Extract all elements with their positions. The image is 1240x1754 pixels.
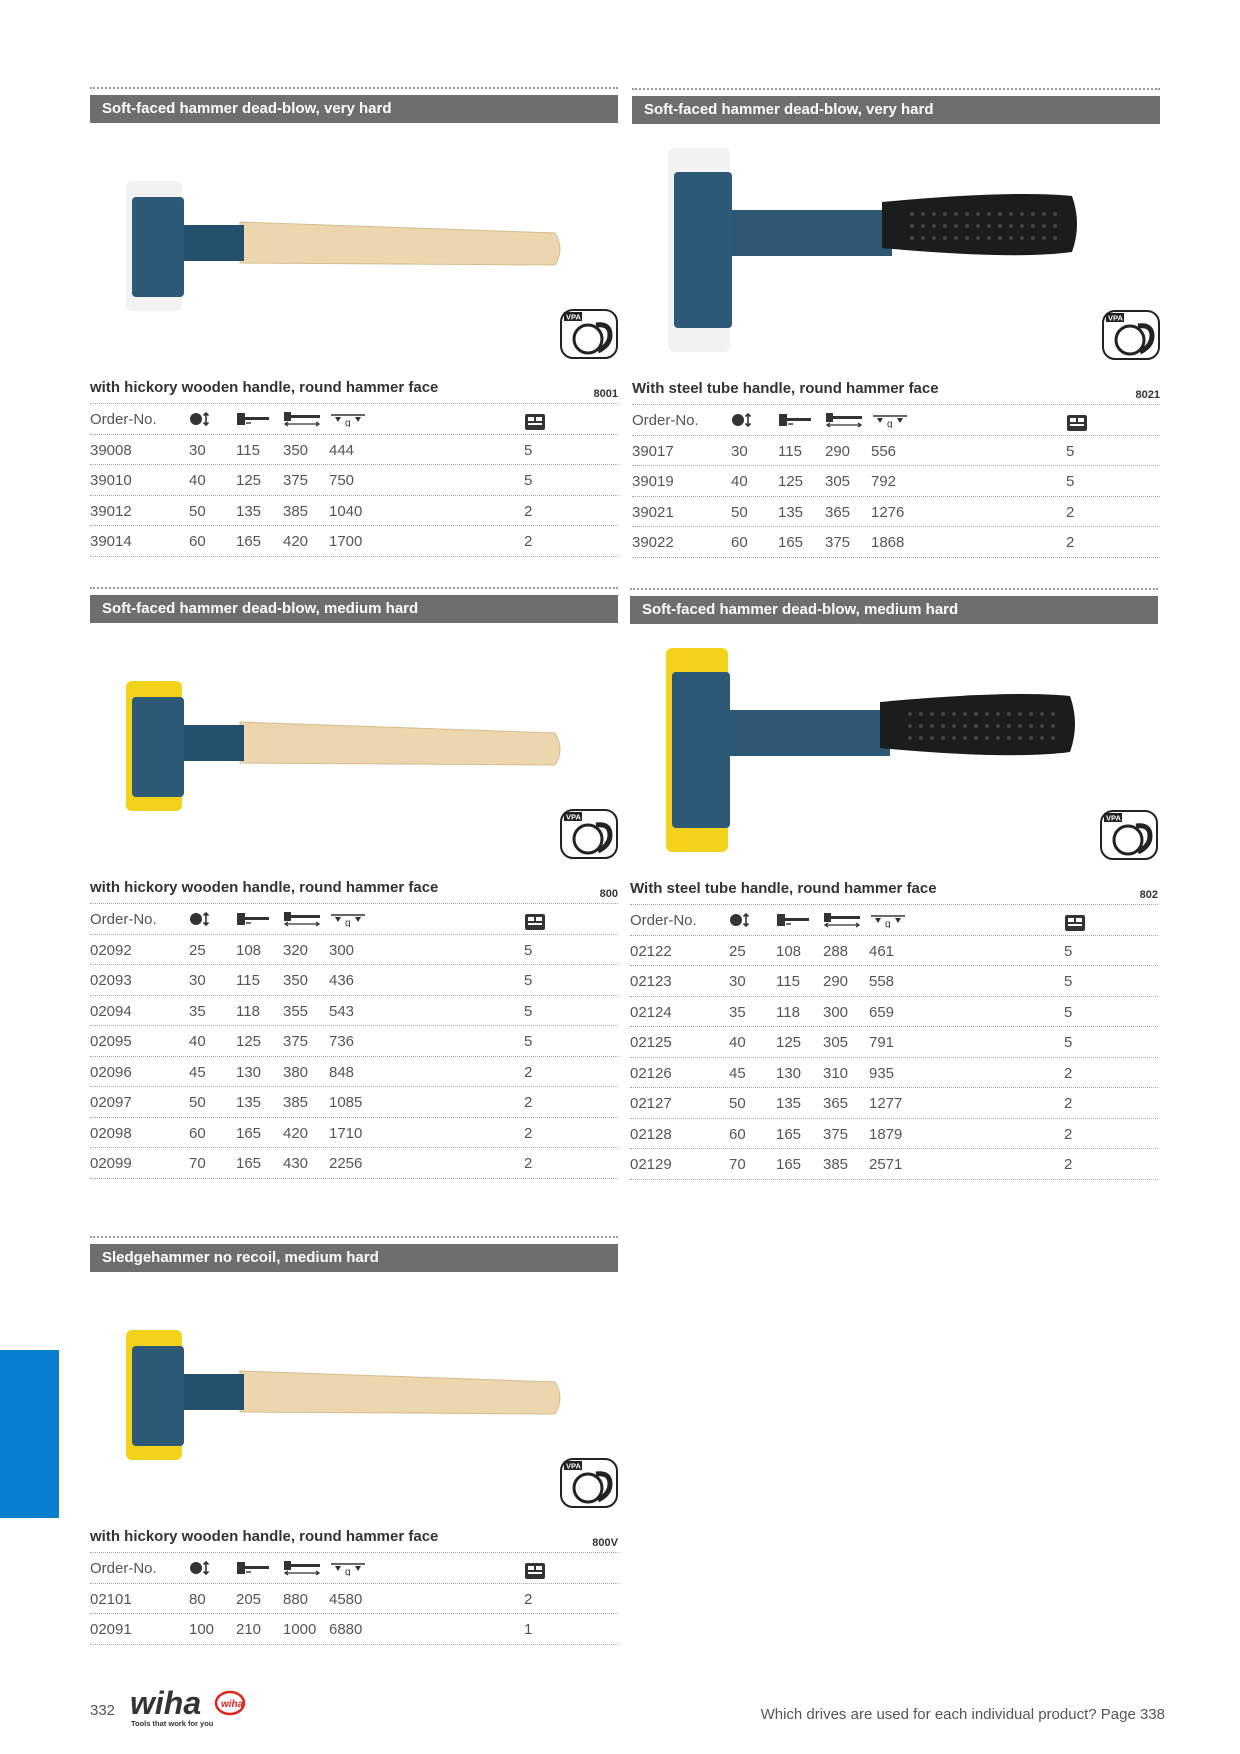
section-title: Soft-faced hammer dead-blow, very hard [90,95,618,123]
table-cell: 70 [729,1156,746,1173]
table-cell: 543 [329,1002,355,1020]
badge-text: VPA [1108,313,1123,323]
table-cell: 39017 [632,442,674,460]
head-length-icon [236,411,270,431]
table-cell: 6880 [329,1621,363,1638]
table-cell: 750 [329,472,355,489]
table-row [90,935,618,966]
table-cell: 02127 [630,1095,672,1112]
product-image [90,1272,618,1522]
table-cell: 5 [1066,473,1075,490]
table-cell: 125 [778,473,804,490]
weight-icon [869,912,907,932]
table-cell: 1000 [283,1621,317,1638]
table-cell: 39014 [90,533,132,550]
table-cell: 40 [189,472,206,489]
chapter-tab [0,1350,59,1518]
table-cell: 444 [329,441,355,459]
total-length-icon [825,412,863,432]
product-section-800v [90,1236,618,1645]
table-cell: 45 [729,1064,746,1082]
table-cell: 02091 [90,1621,132,1638]
table-cell: 39010 [90,472,132,489]
table-cell: 4580 [329,1590,363,1608]
table-cell: 2 [1064,1095,1073,1112]
table-row [630,1149,1158,1180]
table-cell: 118 [776,1003,800,1021]
vpa-gs-safety-badge-icon [1102,310,1160,360]
table-cell: 2 [1064,1064,1073,1082]
product-image [90,123,618,373]
table-row [90,435,618,466]
table-cell: 50 [189,1094,206,1111]
table-cell: 1276 [871,503,905,521]
table-cell: 02098 [90,1124,132,1142]
product-code: 800 [599,888,618,900]
vpa-gs-safety-badge-icon [560,1458,618,1508]
table-row [632,497,1160,528]
table-cell: 5 [524,472,533,489]
badge-text: VPA [566,312,581,322]
table-cell: 736 [329,1033,355,1050]
packaging-box-icon [1064,912,1086,936]
table-cell: 02125 [630,1034,672,1051]
section-title: Sledgehammer no recoil, medium hard [90,1244,618,1272]
badge-text: VPA [1106,813,1121,823]
table-cell: 125 [776,1034,802,1051]
total-length-icon [823,912,861,932]
table-cell: 02092 [90,941,132,959]
table-cell: 305 [825,473,851,490]
table-cell: 30 [189,441,206,459]
table-cell: 210 [236,1621,262,1638]
svg-text:g: g [345,918,351,927]
table-cell: 300 [823,1003,849,1021]
table-header [90,403,618,435]
table-cell: 1700 [329,533,363,550]
order-no-header: Order-No. [90,411,157,428]
table-cell: 791 [869,1034,895,1051]
table-cell: 1 [524,1621,533,1638]
face-diameter-icon [189,1560,211,1580]
table-cell: 40 [731,473,748,490]
table-cell: 375 [823,1125,849,1143]
table-cell: 461 [869,942,895,960]
table-cell: 02128 [630,1125,672,1143]
table-header [630,904,1158,936]
table-cell: 2 [524,1063,533,1081]
table-cell: 5 [1064,1003,1073,1021]
table-cell: 135 [236,502,262,520]
table-cell: 310 [823,1064,849,1082]
table-cell: 165 [236,1155,262,1172]
vpa-gs-safety-badge-icon [560,309,618,359]
table-cell: 30 [731,442,748,460]
table-cell: 165 [776,1156,802,1173]
divider [630,588,1158,590]
packaging-box-icon [524,411,546,435]
table-cell: 02123 [630,973,672,990]
face-diameter-icon [729,912,751,932]
table-row [630,997,1158,1028]
product-subtitle: with hickory wooden handle, round hammer face [90,379,439,396]
product-image [632,124,1160,374]
table-cell: 385 [283,502,309,520]
table-cell: 5 [1064,1034,1073,1051]
table-cell: 320 [283,941,309,959]
table-cell: 40 [729,1034,746,1051]
table-header [90,903,618,935]
table-cell: 792 [871,473,897,490]
table-cell: 02129 [630,1156,672,1173]
table-cell: 02122 [630,942,672,960]
table-cell: 2571 [869,1156,903,1173]
table-cell: 100 [189,1621,215,1638]
table-cell: 1868 [871,534,905,551]
table-cell: 556 [871,442,897,460]
face-diameter-icon [731,412,753,432]
table-cell: 1879 [869,1125,903,1143]
product-code: 802 [1139,889,1158,901]
weight-icon [871,412,909,432]
table-cell: 165 [236,1124,262,1142]
table-cell: 02097 [90,1094,132,1111]
section-title: Soft-faced hammer dead-blow, medium hard [90,595,618,623]
table-cell: 135 [776,1095,802,1112]
table-cell: 2 [1064,1156,1073,1173]
table-cell: 375 [283,1033,309,1050]
table-cell: 02124 [630,1003,672,1021]
table-cell: 02099 [90,1155,132,1172]
table-cell: 35 [729,1003,746,1021]
table-cell: 60 [189,1124,206,1142]
product-section-8001 [90,87,618,557]
head-length-icon [776,912,810,932]
wiha-logo [130,1686,250,1735]
table-row [632,466,1160,497]
table-row [630,966,1158,997]
table-cell: 5 [524,1033,533,1050]
table-cell: 300 [329,941,355,959]
divider [90,587,618,589]
table-row [90,1026,618,1057]
table-cell: 659 [869,1003,895,1021]
table-cell: 60 [189,533,206,550]
table-cell: 5 [1064,942,1073,960]
face-diameter-icon [189,411,211,431]
table-cell: 290 [825,442,851,460]
svg-text:Tools that work for you: Tools that work for you [131,1719,214,1728]
product-subtitle: with hickory wooden handle, round hammer face [90,879,439,896]
table-cell: 380 [283,1063,309,1081]
product-code: 8021 [1135,389,1160,401]
divider [90,87,618,89]
table-cell: 2 [524,1590,533,1608]
table-cell: 5 [524,941,533,959]
table-cell: 125 [236,472,262,489]
table-cell: 558 [869,973,895,990]
table-cell: 135 [236,1094,262,1111]
order-no-header: Order-No. [632,412,699,429]
table-cell: 1710 [329,1124,363,1142]
vpa-gs-safety-badge-icon [560,809,618,859]
table-cell: 2 [524,1124,533,1142]
svg-text:g: g [887,419,893,428]
table-cell: 436 [329,972,355,989]
table-header [90,1552,618,1584]
table-cell: 39012 [90,502,132,520]
table-row [90,965,618,996]
table-cell: 02094 [90,1002,132,1020]
table-cell: 290 [823,973,849,990]
table-cell: 375 [283,472,309,489]
table-cell: 385 [283,1094,309,1111]
table-row [632,436,1160,467]
packaging-box-icon [1066,412,1088,436]
table-cell: 02126 [630,1064,672,1082]
table-cell: 935 [869,1064,895,1082]
table-cell: 430 [283,1155,309,1172]
table-row [90,1148,618,1179]
product-code: 8001 [593,388,618,400]
total-length-icon [283,911,321,931]
packaging-box-icon [524,1560,546,1584]
table-cell: 2 [524,1155,533,1172]
table-cell: 205 [236,1590,262,1608]
product-section-800 [90,587,618,1179]
table-row [632,527,1160,558]
product-section-8021 [632,88,1160,558]
table-cell: 45 [189,1063,206,1081]
table-cell: 165 [778,534,804,551]
table-row [630,1088,1158,1119]
vpa-gs-safety-badge-icon [1100,810,1158,860]
table-cell: 355 [283,1002,309,1020]
table-cell: 02093 [90,972,132,989]
table-cell: 80 [189,1590,206,1608]
table-cell: 39022 [632,534,674,551]
total-length-icon [283,1560,321,1580]
svg-text:wiha: wiha [130,1686,202,1721]
weight-icon [329,411,367,431]
table-cell: 60 [731,534,748,551]
svg-text:wiha: wiha [221,1699,244,1710]
table-row [90,1087,618,1118]
table-cell: 39008 [90,441,132,459]
footer-note: Which drives are used for each individual product? Page 338 [760,1706,1165,1723]
table-row [90,996,618,1027]
table-cell: 5 [524,972,533,989]
weight-icon [329,911,367,931]
product-image [90,623,618,873]
table-row [630,936,1158,967]
table-row [90,465,618,496]
table-cell: 115 [236,972,260,989]
table-cell: 880 [283,1590,309,1608]
table-header [632,404,1160,436]
table-cell: 365 [825,503,851,521]
table-row [630,1027,1158,1058]
svg-text:g: g [345,418,351,427]
table-cell: 350 [283,972,309,989]
table-row [90,496,618,527]
table-cell: 5 [524,441,533,459]
table-cell: 50 [729,1095,746,1112]
table-cell: 420 [283,1124,309,1142]
head-length-icon [236,911,270,931]
table-cell: 30 [729,973,746,990]
table-cell: 848 [329,1063,355,1081]
table-row [90,1057,618,1088]
weight-icon [329,1560,367,1580]
page-number: 332 [90,1702,116,1719]
table-cell: 375 [825,534,851,551]
svg-text:g: g [885,919,891,928]
table-cell: 02096 [90,1063,132,1081]
table-row [630,1058,1158,1089]
head-length-icon [778,412,812,432]
table-cell: 5 [1064,973,1073,990]
table-cell: 305 [823,1034,849,1051]
table-cell: 50 [189,502,206,520]
table-cell: 420 [283,533,309,550]
order-no-header: Order-No. [90,911,157,928]
product-subtitle: With steel tube handle, round hammer face [632,380,939,397]
product-code: 800V [592,1537,618,1549]
head-length-icon [236,1560,270,1580]
product-section-802 [630,588,1158,1180]
table-cell: 108 [776,942,802,960]
section-title: Soft-faced hammer dead-blow, very hard [632,96,1160,124]
table-cell: 30 [189,972,206,989]
table-cell: 1040 [329,502,363,520]
table-cell: 25 [189,941,206,959]
order-no-header: Order-No. [90,1560,157,1577]
product-subtitle: With steel tube handle, round hammer face [630,880,937,897]
table-cell: 115 [236,441,260,459]
table-cell: 1085 [329,1094,363,1111]
table-row [90,526,618,557]
divider [632,88,1160,90]
badge-text: VPA [566,1461,581,1471]
table-cell: 40 [189,1033,206,1050]
table-cell: 5 [524,1002,533,1020]
table-cell: 2 [1064,1125,1073,1143]
table-cell: 02101 [90,1590,132,1608]
table-cell: 135 [778,503,804,521]
table-cell: 115 [776,973,800,990]
packaging-box-icon [524,911,546,935]
svg-text:g: g [345,1567,351,1576]
table-cell: 70 [189,1155,206,1172]
table-cell: 130 [236,1063,262,1081]
total-length-icon [283,411,321,431]
table-cell: 5 [1066,442,1075,460]
table-cell: 1277 [869,1095,903,1112]
table-cell: 39019 [632,473,674,490]
table-row [90,1614,618,1645]
table-cell: 165 [236,533,262,550]
table-cell: 2256 [329,1155,363,1172]
table-cell: 165 [776,1125,802,1143]
product-subtitle: with hickory wooden handle, round hammer face [90,1528,439,1545]
face-diameter-icon [189,911,211,931]
divider [90,1236,618,1238]
table-row [90,1584,618,1615]
table-cell: 2 [524,1094,533,1111]
section-title: Soft-faced hammer dead-blow, medium hard [630,596,1158,624]
table-cell: 2 [524,502,533,520]
table-cell: 2 [1066,534,1075,551]
table-cell: 2 [1066,503,1075,521]
table-row [630,1119,1158,1150]
table-cell: 130 [776,1064,802,1082]
table-row [90,1118,618,1149]
badge-text: VPA [566,812,581,822]
table-cell: 365 [823,1095,849,1112]
table-cell: 385 [823,1156,849,1173]
table-cell: 2 [524,533,533,550]
product-image [630,624,1158,874]
table-cell: 288 [823,942,849,960]
table-cell: 39021 [632,503,674,521]
table-cell: 60 [729,1125,746,1143]
table-cell: 115 [778,442,802,460]
table-cell: 35 [189,1002,206,1020]
table-cell: 125 [236,1033,262,1050]
table-cell: 25 [729,942,746,960]
table-cell: 118 [236,1002,260,1020]
table-cell: 02095 [90,1033,132,1050]
table-cell: 350 [283,441,309,459]
table-cell: 108 [236,941,262,959]
table-cell: 50 [731,503,748,521]
order-no-header: Order-No. [630,912,697,929]
